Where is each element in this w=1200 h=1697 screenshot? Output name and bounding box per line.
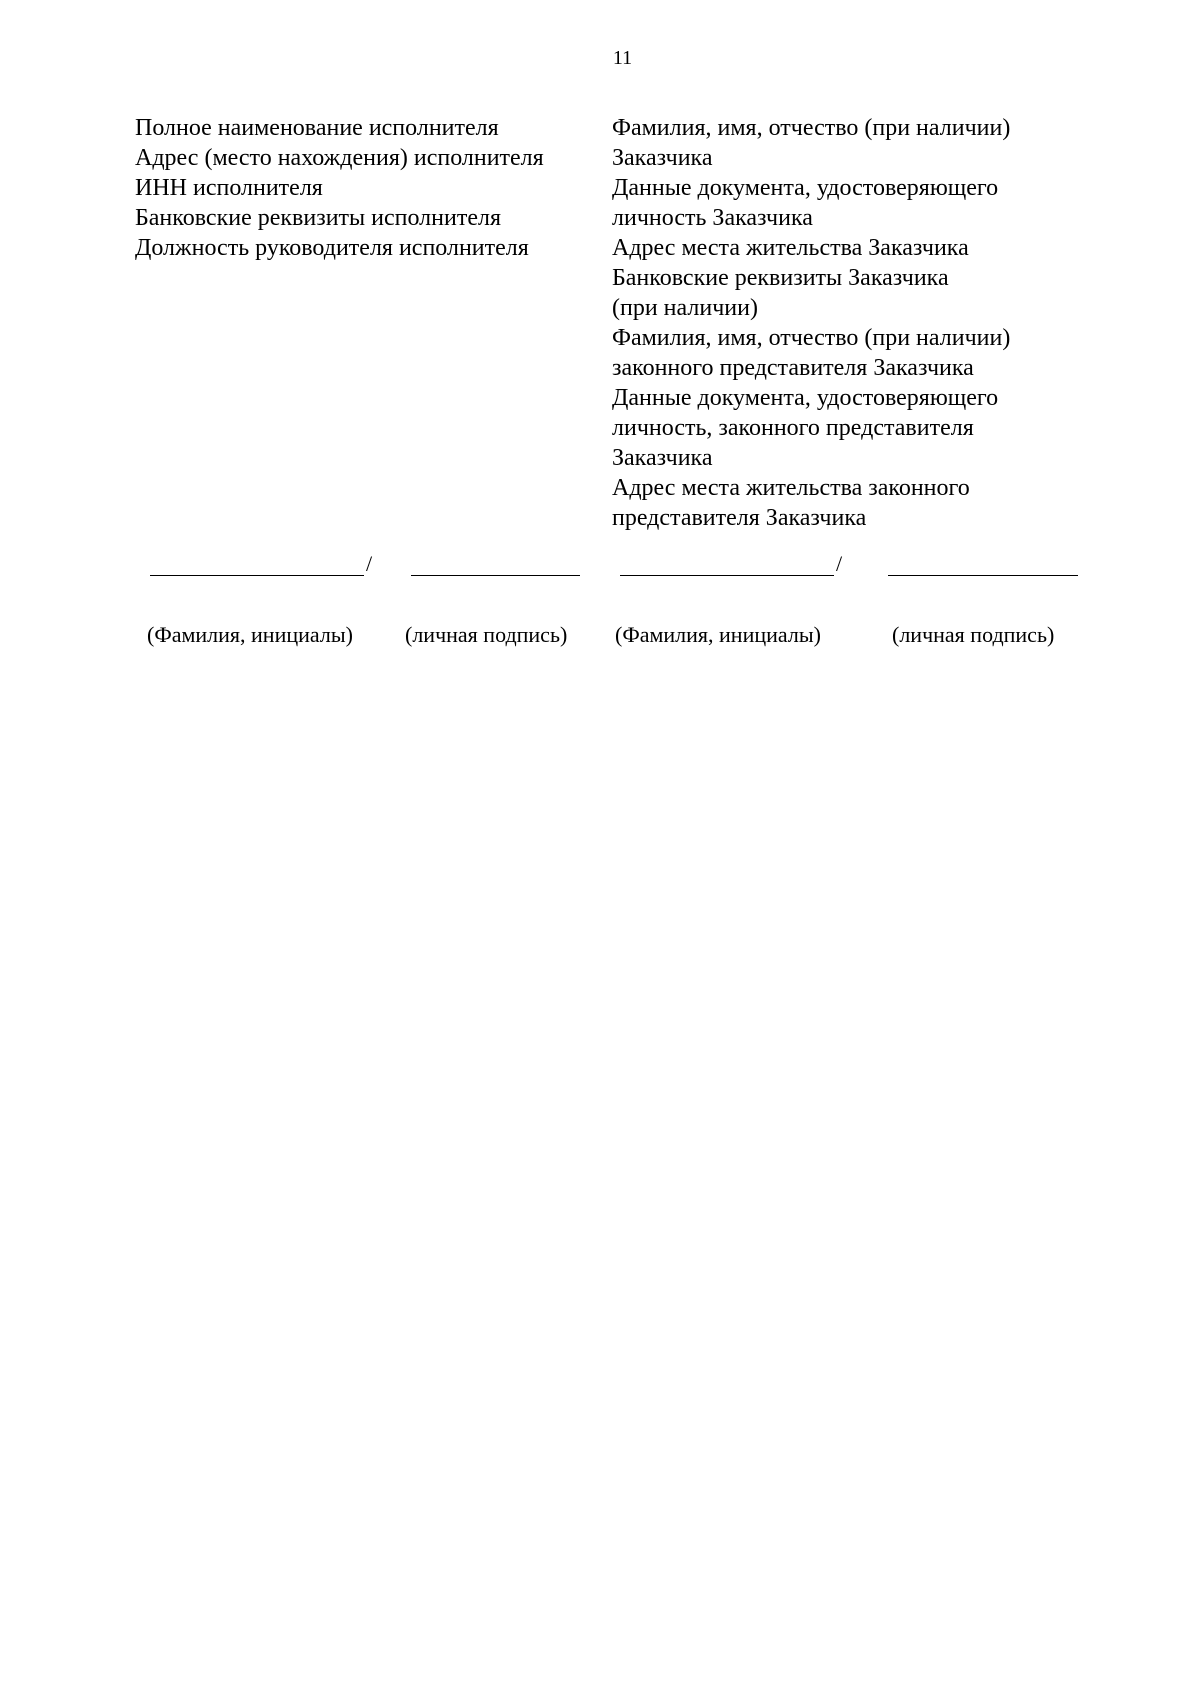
customer-name-rule [620,575,834,576]
executor-name-line[interactable] [150,549,380,579]
executor-name-rule [150,575,364,576]
representative-name-label-cont: законного представителя Заказчика [612,355,974,381]
executor-details [135,113,595,263]
customer-signature-rule [888,575,1078,576]
executor-full-name-label: Полное наименование исполнителя [135,115,499,141]
representative-id-document-label-cont: личность, законного представителя [612,415,974,441]
executor-bank-details-label: Банковские реквизиты исполнителя [135,205,501,231]
customer-name-caption: (Фамилия, инициалы) [615,622,821,647]
customer-id-document-label-cont: личность Заказчика [612,205,813,231]
customer-bank-details-label-cont: (при наличии) [612,295,758,321]
customer-name-label-cont: Заказчика [612,145,713,171]
executor-name-slash: / [366,551,373,576]
customer-address-label: Адрес места жительства Заказчика [612,235,969,261]
representative-address-label-cont: представителя Заказчика [612,505,867,531]
executor-director-position-label: Должность руководителя исполнителя [135,235,529,261]
executor-address-label: Адрес (место нахождения) исполнителя [135,145,544,171]
customer-bank-details-label: Банковские реквизиты Заказчика [612,265,949,291]
representative-address-label: Адрес места жительства законного [612,475,970,501]
customer-signature-caption: (личная подпись) [892,622,1055,647]
customer-id-document-label: Данные документа, удостоверяющего [612,175,999,201]
executor-name-caption: (Фамилия, инициалы) [147,622,353,647]
customer-signature-line[interactable] [888,549,1080,579]
customer-name-line[interactable] [620,549,850,579]
representative-name-label: Фамилия, имя, отчество (при наличии) [612,325,1011,351]
executor-inn-label: ИНН исполнителя [135,175,323,201]
representative-id-document-label-cont2: Заказчика [612,445,713,471]
customer-details [612,113,1082,533]
customer-name-label: Фамилия, имя, отчество (при наличии) [612,115,1011,141]
executor-signature-rule [411,575,580,576]
representative-id-document-label: Данные документа, удостоверяющего [612,385,999,411]
page-number: 11 [612,47,633,69]
executor-signature-caption: (личная подпись) [405,622,568,647]
customer-name-slash: / [836,551,843,576]
executor-signature-line[interactable] [411,549,581,579]
